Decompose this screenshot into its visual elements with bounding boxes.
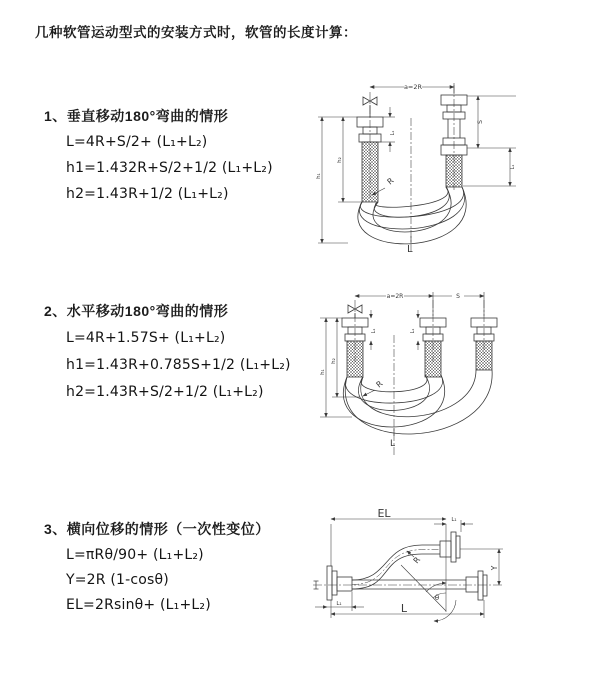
diagram2-left-braid bbox=[347, 341, 363, 377]
diagram3-curved-hose bbox=[352, 545, 440, 589]
diagram1-dim-l1-right-label: L₁ bbox=[510, 164, 516, 170]
diagram2-dim-l1-b-label: L₁ bbox=[410, 328, 416, 334]
diagram2-dim-top bbox=[355, 292, 484, 316]
diagram3-lateral-displacement bbox=[313, 507, 503, 621]
section3-formula-EL: EL=2Rsinθ+ (L₁+L₂) bbox=[66, 597, 211, 613]
diagram1-dim-s-l1 bbox=[463, 96, 516, 186]
diagram1-dim-h bbox=[318, 117, 362, 243]
section2-formula-h1: h1=1.43R+0.785S+1/2 (L₁+L₂) bbox=[66, 357, 291, 373]
section3-formula-L: L=πRθ/90+ (L₁+L₂) bbox=[66, 547, 204, 563]
diagram1-vertical-180-bend bbox=[316, 83, 516, 255]
diagram3-right-flange bbox=[466, 571, 487, 600]
section2-heading: 2、水平移动180°弯曲的情形 bbox=[44, 303, 229, 319]
section1-formula-h1: h1=1.432R+S/2+1/2 (L₁+L₂) bbox=[66, 160, 273, 176]
diagram3-r-leader bbox=[407, 551, 414, 557]
section1-formula-L: L=4R+S/2+ (L₁+L₂) bbox=[66, 134, 208, 150]
diagram2-centerlines bbox=[355, 300, 484, 455]
diagram2-l-label: L bbox=[390, 439, 396, 449]
diagram3-dim-y-label: Y bbox=[490, 565, 499, 571]
page-title: 几种软管运动型式的安装方式时，软管的长度计算： bbox=[35, 25, 357, 40]
diagram3-dim-l-label: L bbox=[400, 602, 408, 615]
section2-formula-h2: h2=1.43R+S/2+1/2 (L₁+L₂) bbox=[66, 384, 264, 400]
diagram2-r-leader bbox=[363, 390, 375, 396]
diagram1-dim-a2r-label: a=2R bbox=[403, 83, 423, 91]
diagram1-dim-h1-label: h₁ bbox=[316, 173, 322, 179]
diagram3-dim-l1-top-label: L₁ bbox=[451, 517, 457, 523]
diagram1-r-label: R bbox=[385, 176, 396, 187]
diagram1-dim-l1-left bbox=[381, 107, 395, 152]
section1-heading: 1、垂直移动180°弯曲的情形 bbox=[44, 108, 229, 124]
diagram2-dim-a2r-label: a=2R bbox=[386, 293, 404, 300]
diagram2-right-braid bbox=[476, 341, 492, 370]
diagram3-left-flange bbox=[327, 566, 352, 600]
diagram1-dim-h2-label: h₂ bbox=[337, 157, 343, 163]
diagram2-dim-s-label: S bbox=[456, 293, 460, 300]
section3-heading: 3、横向位移的情形（一次性变位） bbox=[44, 521, 270, 537]
diagram3-dim-l bbox=[331, 600, 484, 618]
diagram2-horizontal-180-bend bbox=[320, 292, 497, 455]
diagram2-dim-l1-a-label: L₁ bbox=[371, 328, 377, 334]
section2-formula-L: L=4R+1.57S+ (L₁+L₂) bbox=[66, 330, 226, 346]
diagram3-dim-el-label: EL bbox=[377, 507, 391, 520]
diagram1-dim-l1-left-label: L₁ bbox=[390, 130, 396, 136]
section1-formula-h2: h2=1.43R+1/2 (L₁+L₂) bbox=[66, 186, 229, 202]
diagram3-theta-label: θ bbox=[434, 594, 440, 602]
diagram1-l-label: L bbox=[407, 244, 413, 255]
diagram3-theta-construction bbox=[401, 565, 456, 621]
diagram2-dim-h1-label: h₁ bbox=[320, 369, 326, 375]
diagram1-dim-s-label: S bbox=[477, 120, 484, 124]
diagram3-dim-l1-left-label: L₁ bbox=[336, 601, 342, 607]
diagram3-dim-el bbox=[331, 519, 446, 612]
section3-formula-Y: Y=2R (1-cosθ) bbox=[66, 572, 169, 588]
diagram2-middle-braid bbox=[425, 341, 441, 377]
diagram3-r-label: R bbox=[411, 555, 423, 566]
diagram2-r-label: R bbox=[374, 379, 385, 390]
diagram1-right-braid bbox=[446, 155, 462, 187]
diagram3-elevated-flange bbox=[440, 532, 460, 562]
diagram2-dim-h2-label: h₂ bbox=[331, 358, 337, 364]
diagram2-hose-arcs bbox=[343, 370, 492, 434]
